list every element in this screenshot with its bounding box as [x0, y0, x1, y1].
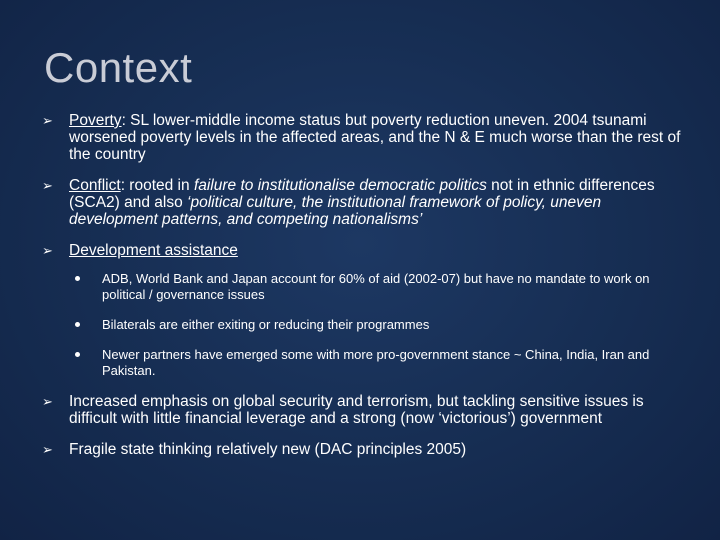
bullet-development-assistance — [42, 242, 682, 379]
sub-bullet-text: Newer partners have emerged some with more pro-government stance ~ China, India, Iran and Pakistan. — [102, 347, 650, 378]
bullet-text: Fragile state thinking relatively new (DAC principles 2005) — [69, 441, 467, 458]
bullet-poverty — [42, 112, 682, 163]
dot-bullet-icon — [75, 276, 80, 281]
arrow-bullet-icon: ➢ — [42, 113, 53, 128]
sub-bullet — [75, 317, 682, 333]
bullet-text-italic: ‘political culture, the institutional framework of policy, uneven development patterns, and competing nationalisms’ — [69, 194, 602, 228]
arrow-bullet-icon: ➢ — [42, 178, 53, 193]
sub-bullet-text: ADB, World Bank and Japan account for 60% of aid (2002-07) but have no mandate to work on political / governance issues — [102, 271, 650, 302]
sub-bullet — [75, 347, 682, 379]
arrow-bullet-icon: ➢ — [42, 243, 53, 258]
bullet-text: not in ethnic differences (SCA2) and also — [69, 177, 655, 211]
sub-bullet — [75, 271, 682, 303]
slide-title: Context — [44, 44, 193, 91]
bullet-text: Increased emphasis on global security and terrorism, but tackling sensitive issues is difficult with little financial leverage and a strong (now ‘victorious’) government — [69, 393, 644, 427]
dot-bullet-icon — [75, 352, 80, 357]
bullet-label: Poverty — [69, 112, 122, 129]
bullet-label: Development assistance — [69, 242, 238, 259]
bullet-text-italic: failure to institutionalise democratic politics — [193, 177, 487, 194]
bullet-text: : rooted in — [120, 177, 194, 194]
arrow-bullet-icon: ➢ — [42, 442, 53, 457]
arrow-bullet-icon: ➢ — [42, 394, 53, 409]
bullet-security — [42, 393, 682, 427]
bullet-fragile-state — [42, 441, 682, 458]
bullet-label: Conflict — [69, 177, 121, 194]
sub-bullet-list — [75, 271, 682, 379]
bullet-list — [42, 112, 682, 472]
dot-bullet-icon — [75, 322, 80, 327]
bullet-conflict — [42, 177, 682, 228]
sub-bullet-text: Bilaterals are either exiting or reducing their programmes — [102, 317, 430, 332]
bullet-text: : SL lower-middle income status but poverty reduction uneven. 2004 tsunami worsened poverty levels in the affected areas, and the N & E much worse than the rest of the country — [69, 112, 681, 163]
